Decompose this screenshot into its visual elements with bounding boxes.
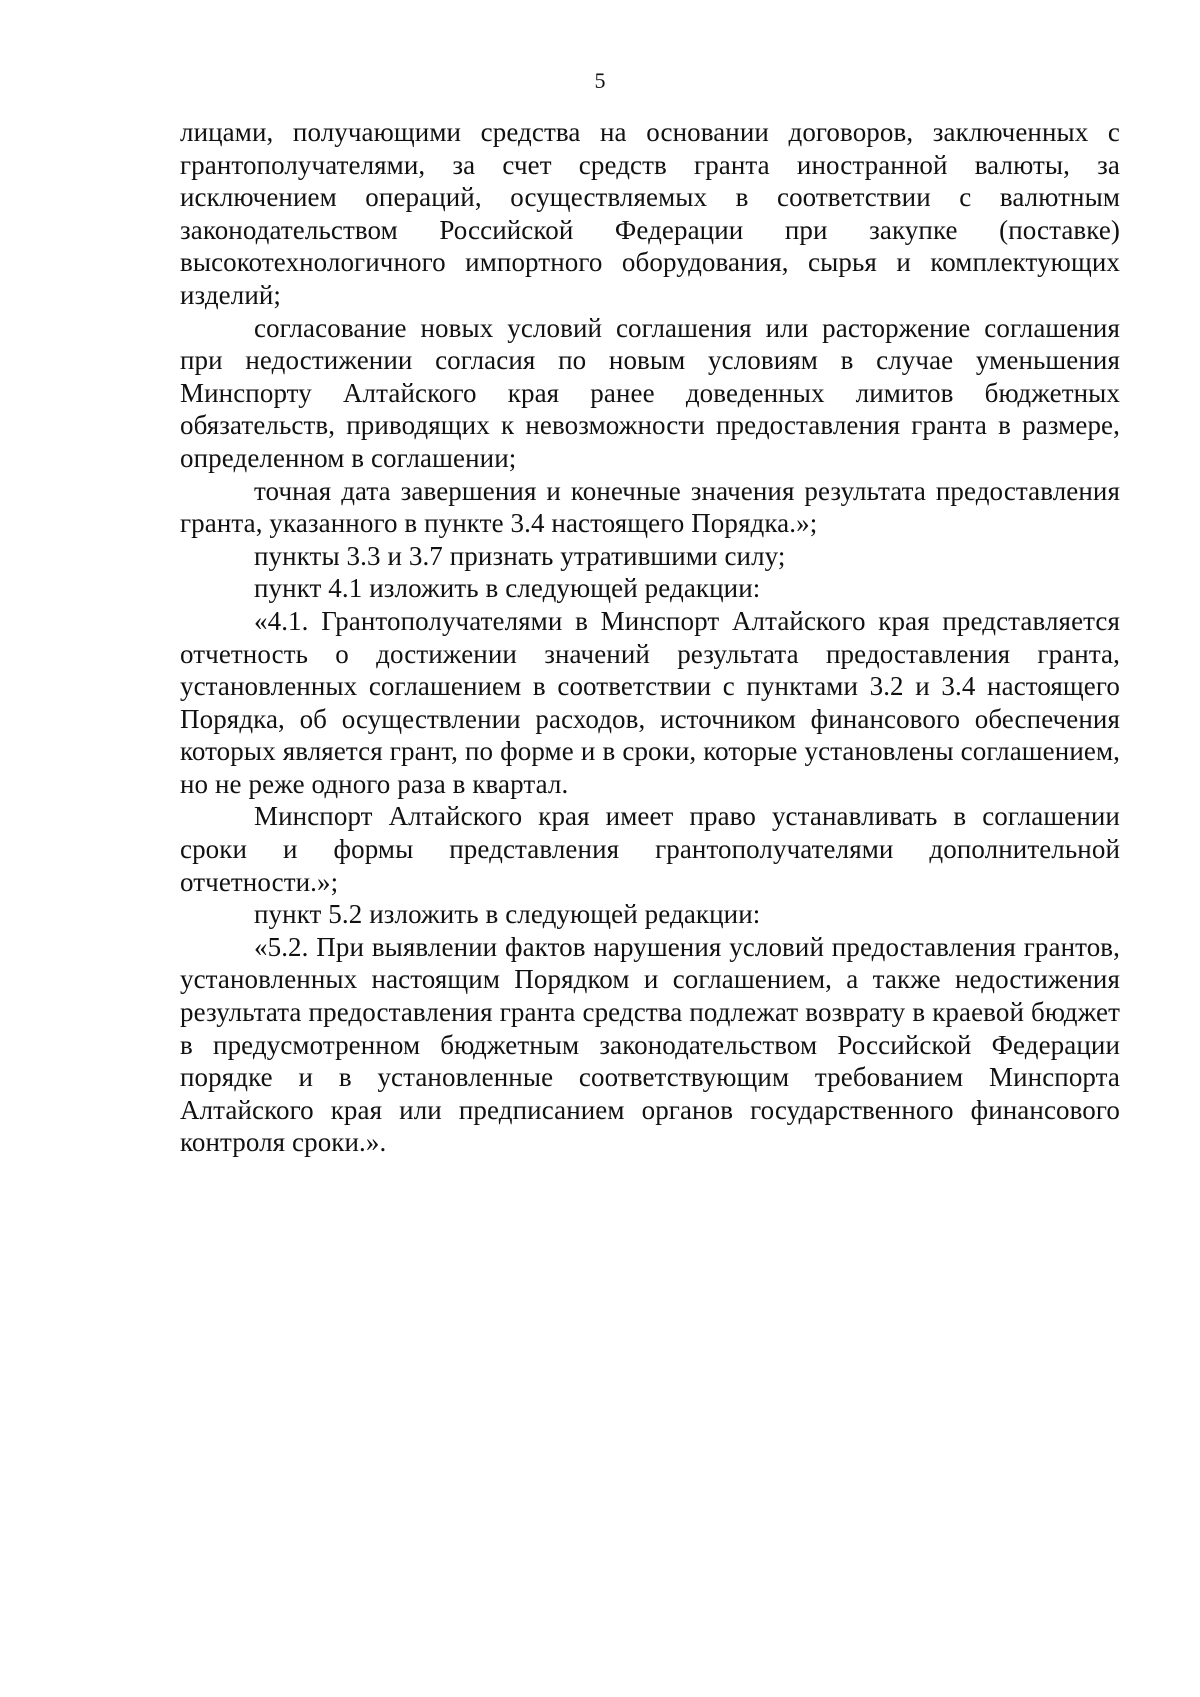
paragraph-additional-reporting: Минспорт Алтайского края имеет право устанавливать в соглашении сроки и формы представления грантополучателями дополнительной отчетности.»; xyxy=(180,801,1120,897)
paragraph-point-5-2: «5.2. При выявлении фактов нарушения условий предоставления грантов, установленных настоящим Порядком и соглашением, а также недостижения результата предоставления гранта средства подлежат возврату в краевой бюджет в предусмотренном бюджетным законодательством Российской Федерации порядке и в установленные соответствующим требованием Минспорта Алтайского края или предписанием органов государственного финансового контроля сроки.». xyxy=(180,931,1120,1158)
paragraph-continuation: лицами, получающими средства на основании договоров, заключенных с грантополучателями, за счет средств гранта иностранной валюты, за исключением операций, осуществляемых в соответствии с валютным законодательством Российской Федерации при закупке (поставке) высокотехнологичного импортного оборудования, сырья и комплектующих изделий; xyxy=(180,117,1120,310)
paragraph-point-4-1-intro: пункт 4.1 изложить в следующей редакции: xyxy=(254,573,761,604)
paragraph-agreement-terms: согласование новых условий соглашения или расторжение соглашения при недостижении согласия по новым условиям в случае уменьшения Минспорту Алтайского края ранее доведенных лимитов бюджетных обязательств, приводящих к невозможности предоставления гранта в размере, определенном в соглашении; xyxy=(180,312,1120,473)
page-number: 5 xyxy=(594,68,606,93)
paragraph-completion-date: точная дата завершения и конечные значения результата предоставления гранта, указанного в пункте 3.4 настоящего Порядка.»; xyxy=(180,475,1120,539)
paragraph-point-4-1: «4.1. Грантополучателями в Минспорт Алтайского края представляется отчетность о достижении значений результата предоставления гранта, установленных соглашением в соответствии с пунктами 3.2 и 3.4 настоящего Порядка, об осуществлении расходов, источником финансового обеспечения которых является грант, по форме и в сроки, которые установлены соглашением, но не реже одного раза в квартал. xyxy=(180,605,1120,799)
document-body xyxy=(180,116,1120,1159)
paragraph-point-5-2-intro: пункт 5.2 изложить в следующей редакции: xyxy=(254,899,761,930)
paragraph-invalidate-points: пункты 3.3 и 3.7 признать утратившими силу; xyxy=(254,540,786,571)
